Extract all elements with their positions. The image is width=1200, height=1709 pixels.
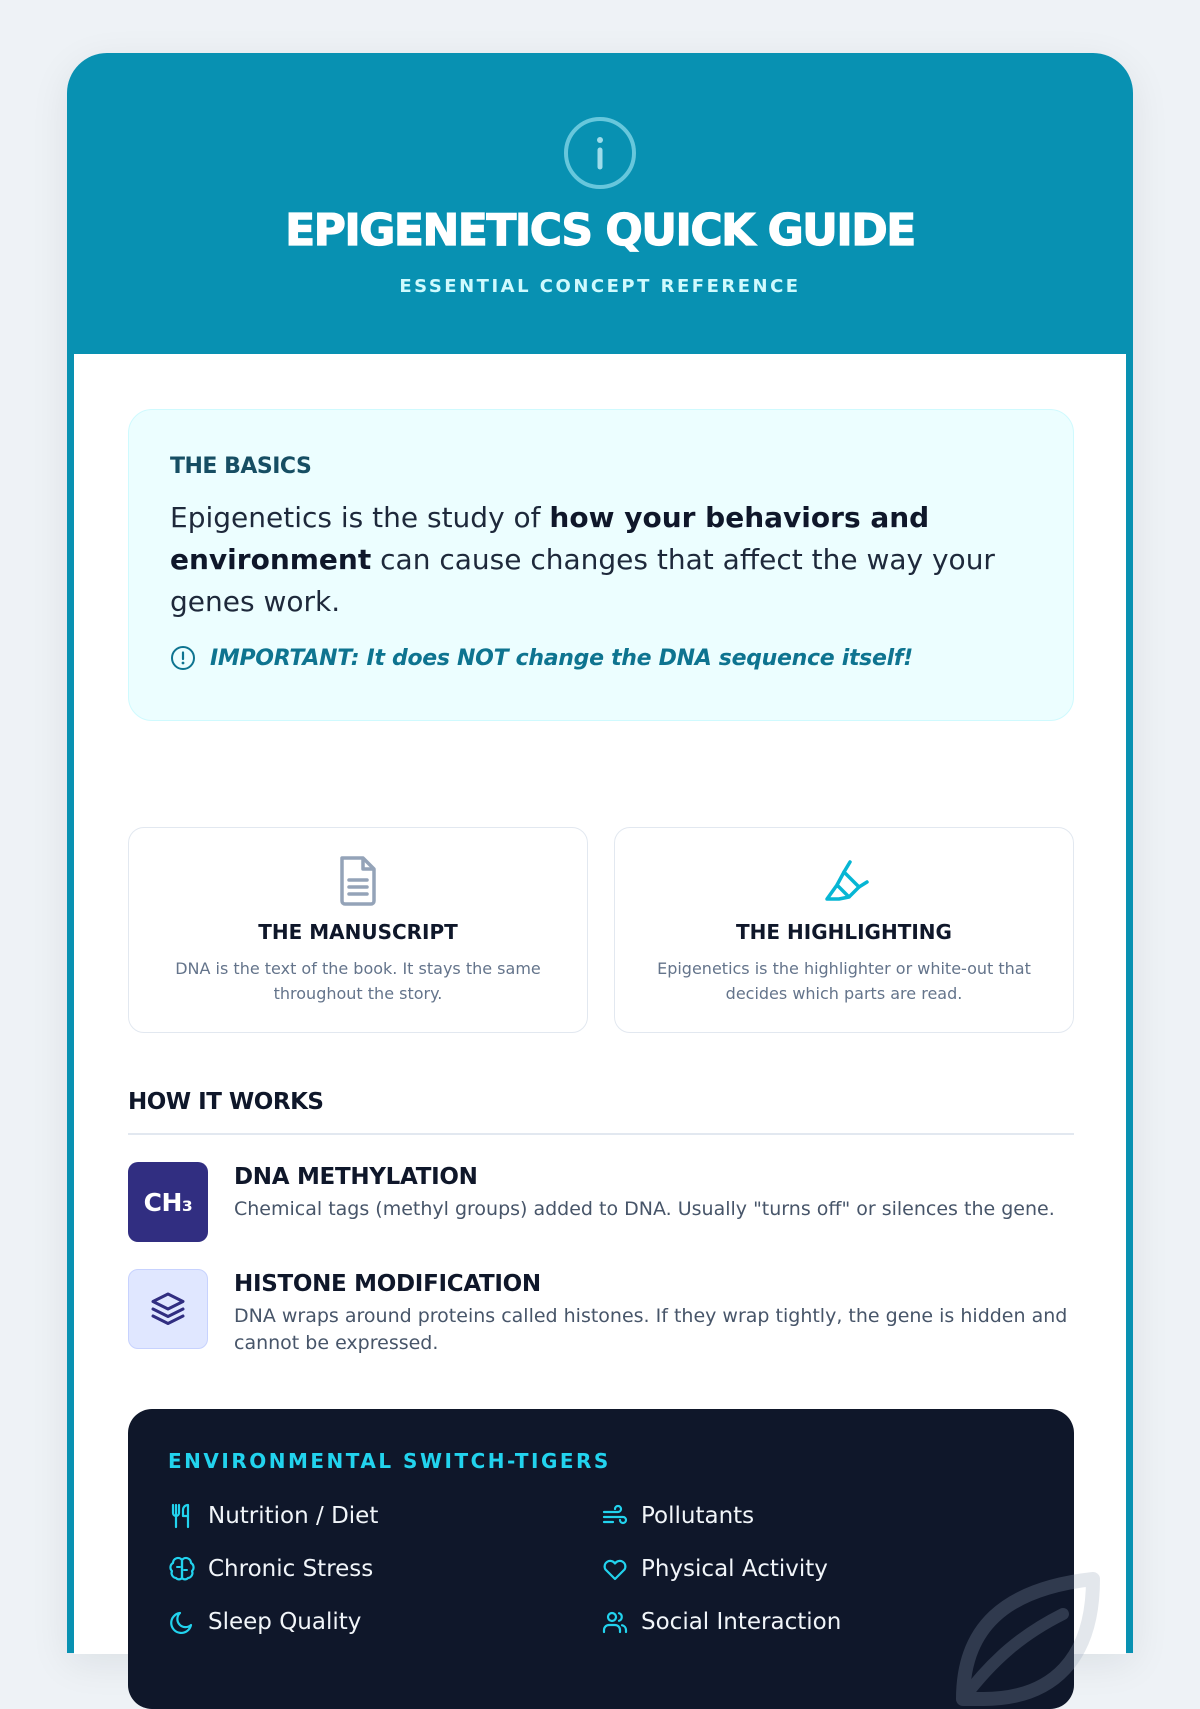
basics-text-end: can cause changes that affect the way your genes work.: [170, 543, 995, 618]
trigger-label: Nutrition / Diet: [208, 1503, 379, 1529]
triggers-panel: [128, 1409, 1074, 1709]
trigger-activity: [601, 1555, 828, 1583]
info-icon: [563, 116, 637, 190]
basics-text-bold: how your behaviors and environment: [170, 501, 930, 576]
methylation-desc: Chemical tags (methyl groups) added to DNA. Usually "turns off" or silences the gene.: [234, 1198, 1055, 1220]
trigger-label: Sleep Quality: [208, 1609, 362, 1635]
manuscript-card: [128, 827, 588, 1033]
histone-badge: [128, 1269, 208, 1349]
triggers-title: ENVIRONMENTAL SWITCH-TIGERS: [168, 1449, 611, 1473]
page-title: EPIGENETICS QUICK GUIDE: [285, 205, 915, 256]
page-subtitle: ESSENTIAL CONCEPT REFERENCE: [399, 276, 801, 297]
manuscript-desc: DNA is the text of the book. It stays the same throughout the story.: [175, 959, 541, 1003]
trigger-pollutants: [601, 1502, 754, 1530]
layers-icon: [148, 1289, 188, 1329]
basics-label: THE BASICS: [170, 454, 312, 479]
leaf-icon: [943, 1549, 1103, 1709]
highlighting-desc: Epigenetics is the highlighter or white-out that decides which parts are read.: [657, 959, 1031, 1003]
trigger-sleep: [168, 1608, 361, 1636]
wind-icon: [601, 1502, 629, 1530]
guide-card: [67, 53, 1133, 1653]
trigger-label: Pollutants: [641, 1503, 755, 1529]
trigger-social: [601, 1608, 841, 1636]
trigger-stress: [168, 1555, 373, 1583]
header: [67, 53, 1133, 353]
how-it-works-title: HOW IT WORKS: [128, 1089, 324, 1115]
methyl-badge-label: CH₃: [143, 1187, 193, 1217]
trigger-label: Physical Activity: [641, 1556, 828, 1582]
utensils-icon: [168, 1502, 196, 1530]
alert-circle-icon: [170, 645, 196, 671]
section-divider: [128, 1133, 1074, 1135]
important-text: IMPORTANT: It does NOT change the DNA sequence itself!: [210, 645, 913, 671]
heart-icon: [601, 1555, 629, 1583]
trigger-label: Chronic Stress: [208, 1556, 374, 1582]
trigger-label: Social Interaction: [641, 1609, 842, 1635]
highlighting-card: [614, 827, 1074, 1033]
basics-text: [170, 497, 1010, 623]
brain-icon: [168, 1555, 196, 1583]
users-icon: [601, 1608, 629, 1636]
content-area: [74, 354, 1126, 1654]
highlighting-title: THE HIGHLIGHTING: [736, 920, 952, 944]
methylation-title: DNA METHYLATION: [234, 1164, 478, 1190]
highlighter-icon: [819, 854, 869, 908]
important-note: [170, 645, 913, 671]
trigger-nutrition: [168, 1502, 378, 1530]
histone-desc: DNA wraps around proteins called histones. If they wrap tightly, the gene is hidden and cannot be expressed.: [234, 1305, 1068, 1354]
document-icon: [333, 854, 383, 908]
basics-box: [128, 409, 1074, 721]
histone-title: HISTONE MODIFICATION: [234, 1271, 541, 1297]
moon-icon: [168, 1608, 196, 1636]
manuscript-title: THE MANUSCRIPT: [258, 920, 458, 944]
methyl-badge: [128, 1162, 208, 1242]
basics-text-start: Epigenetics is the study of: [170, 501, 550, 534]
